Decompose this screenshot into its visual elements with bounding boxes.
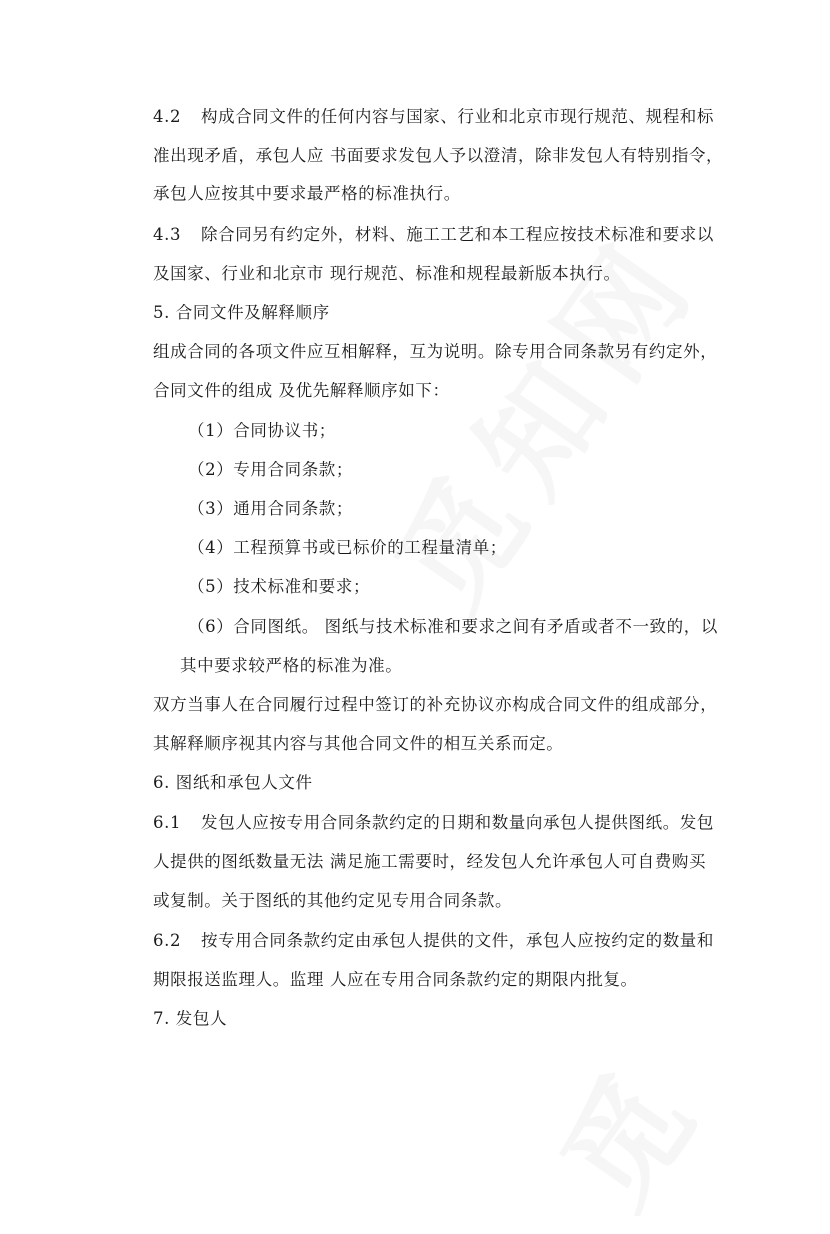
clause-4-2-line-3: 承包人应按其中要求最严格的标准执行。 [153,184,461,203]
list-item-continuation: 其中要求较严格的标准为准。 [180,656,403,675]
clause-6-2-line-2: 期限报送监理人。监理 人应在专用合同条款约定的期限内批复。 [153,970,638,989]
clause-number: 6.1 [153,813,182,832]
paragraph-text: 发包人应按专用合同条款约定的日期和数量向承包人提供图纸。发包 [201,813,714,832]
watermark [515,1038,725,1234]
section-heading-7: 7. 发包人 [153,1009,228,1028]
clause-number: 4.2 [153,107,182,126]
clause-6-1-line-3: 或复制。关于图纸的其他约定见专用合同条款。 [153,891,513,910]
list-item: （2）专用合同条款； [188,460,353,479]
paragraph-text: 除合同另有约定外，材料、施工工艺和本工程应按技术标准和要求以 [201,225,714,244]
list-item: （5）技术标准和要求； [188,577,371,596]
list-item: （1）合同协议书； [188,421,336,440]
list-item: （6）合同图纸。 图纸与技术标准和要求之间有矛盾或者不一致的，以 [188,617,718,636]
clause-4-2-line-1 [153,105,713,129]
list-item: （4）工程预算书或已标价的工程量清单； [188,538,507,557]
clause-number: 4.3 [153,225,182,244]
clause-number: 6.2 [153,931,182,950]
paragraph-text: 按专用合同条款约定由承包人提供的文件，承包人应按约定的数量和 [201,931,714,950]
paragraph-line: 组成合同的各项文件应互相解释，互为说明。除专用合同条款另有约定外， [153,342,718,361]
list-item: （3）通用合同条款； [188,499,353,518]
section-heading-6: 6. 图纸和承包人文件 [153,773,313,792]
clause-4-2-line-2: 准出现矛盾，承包人应 书面要求发包人予以澄清，除非发包人有特别指令， [153,146,724,165]
section-heading-5: 5. 合同文件及解释顺序 [153,303,330,322]
clause-4-3-line-2: 及国家、行业和北京市 现行规范、标准和规程最新版本执行。 [153,264,621,283]
clause-6-1-line-2: 人提供的图纸数量无法 满足施工需要时，经发包人允许承包人可自费购买 [153,852,707,871]
paragraph-line: 合同文件的组成 及优先解释顺序如下： [153,381,450,400]
paragraph-line: 双方当事人在合同履行过程中签订的补充协议亦构成合同文件的组成部分， [153,695,718,714]
paragraph-text: 构成合同文件的任何内容与国家、行业和北京市现行规范、规程和标 [201,107,714,126]
clause-4-3-line-1 [153,223,713,247]
clause-6-1-line-1 [153,811,713,835]
paragraph-line: 其解释顺序视其内容与其他合同文件的相互关系而定。 [153,734,564,753]
clause-6-2-line-1 [153,929,713,953]
